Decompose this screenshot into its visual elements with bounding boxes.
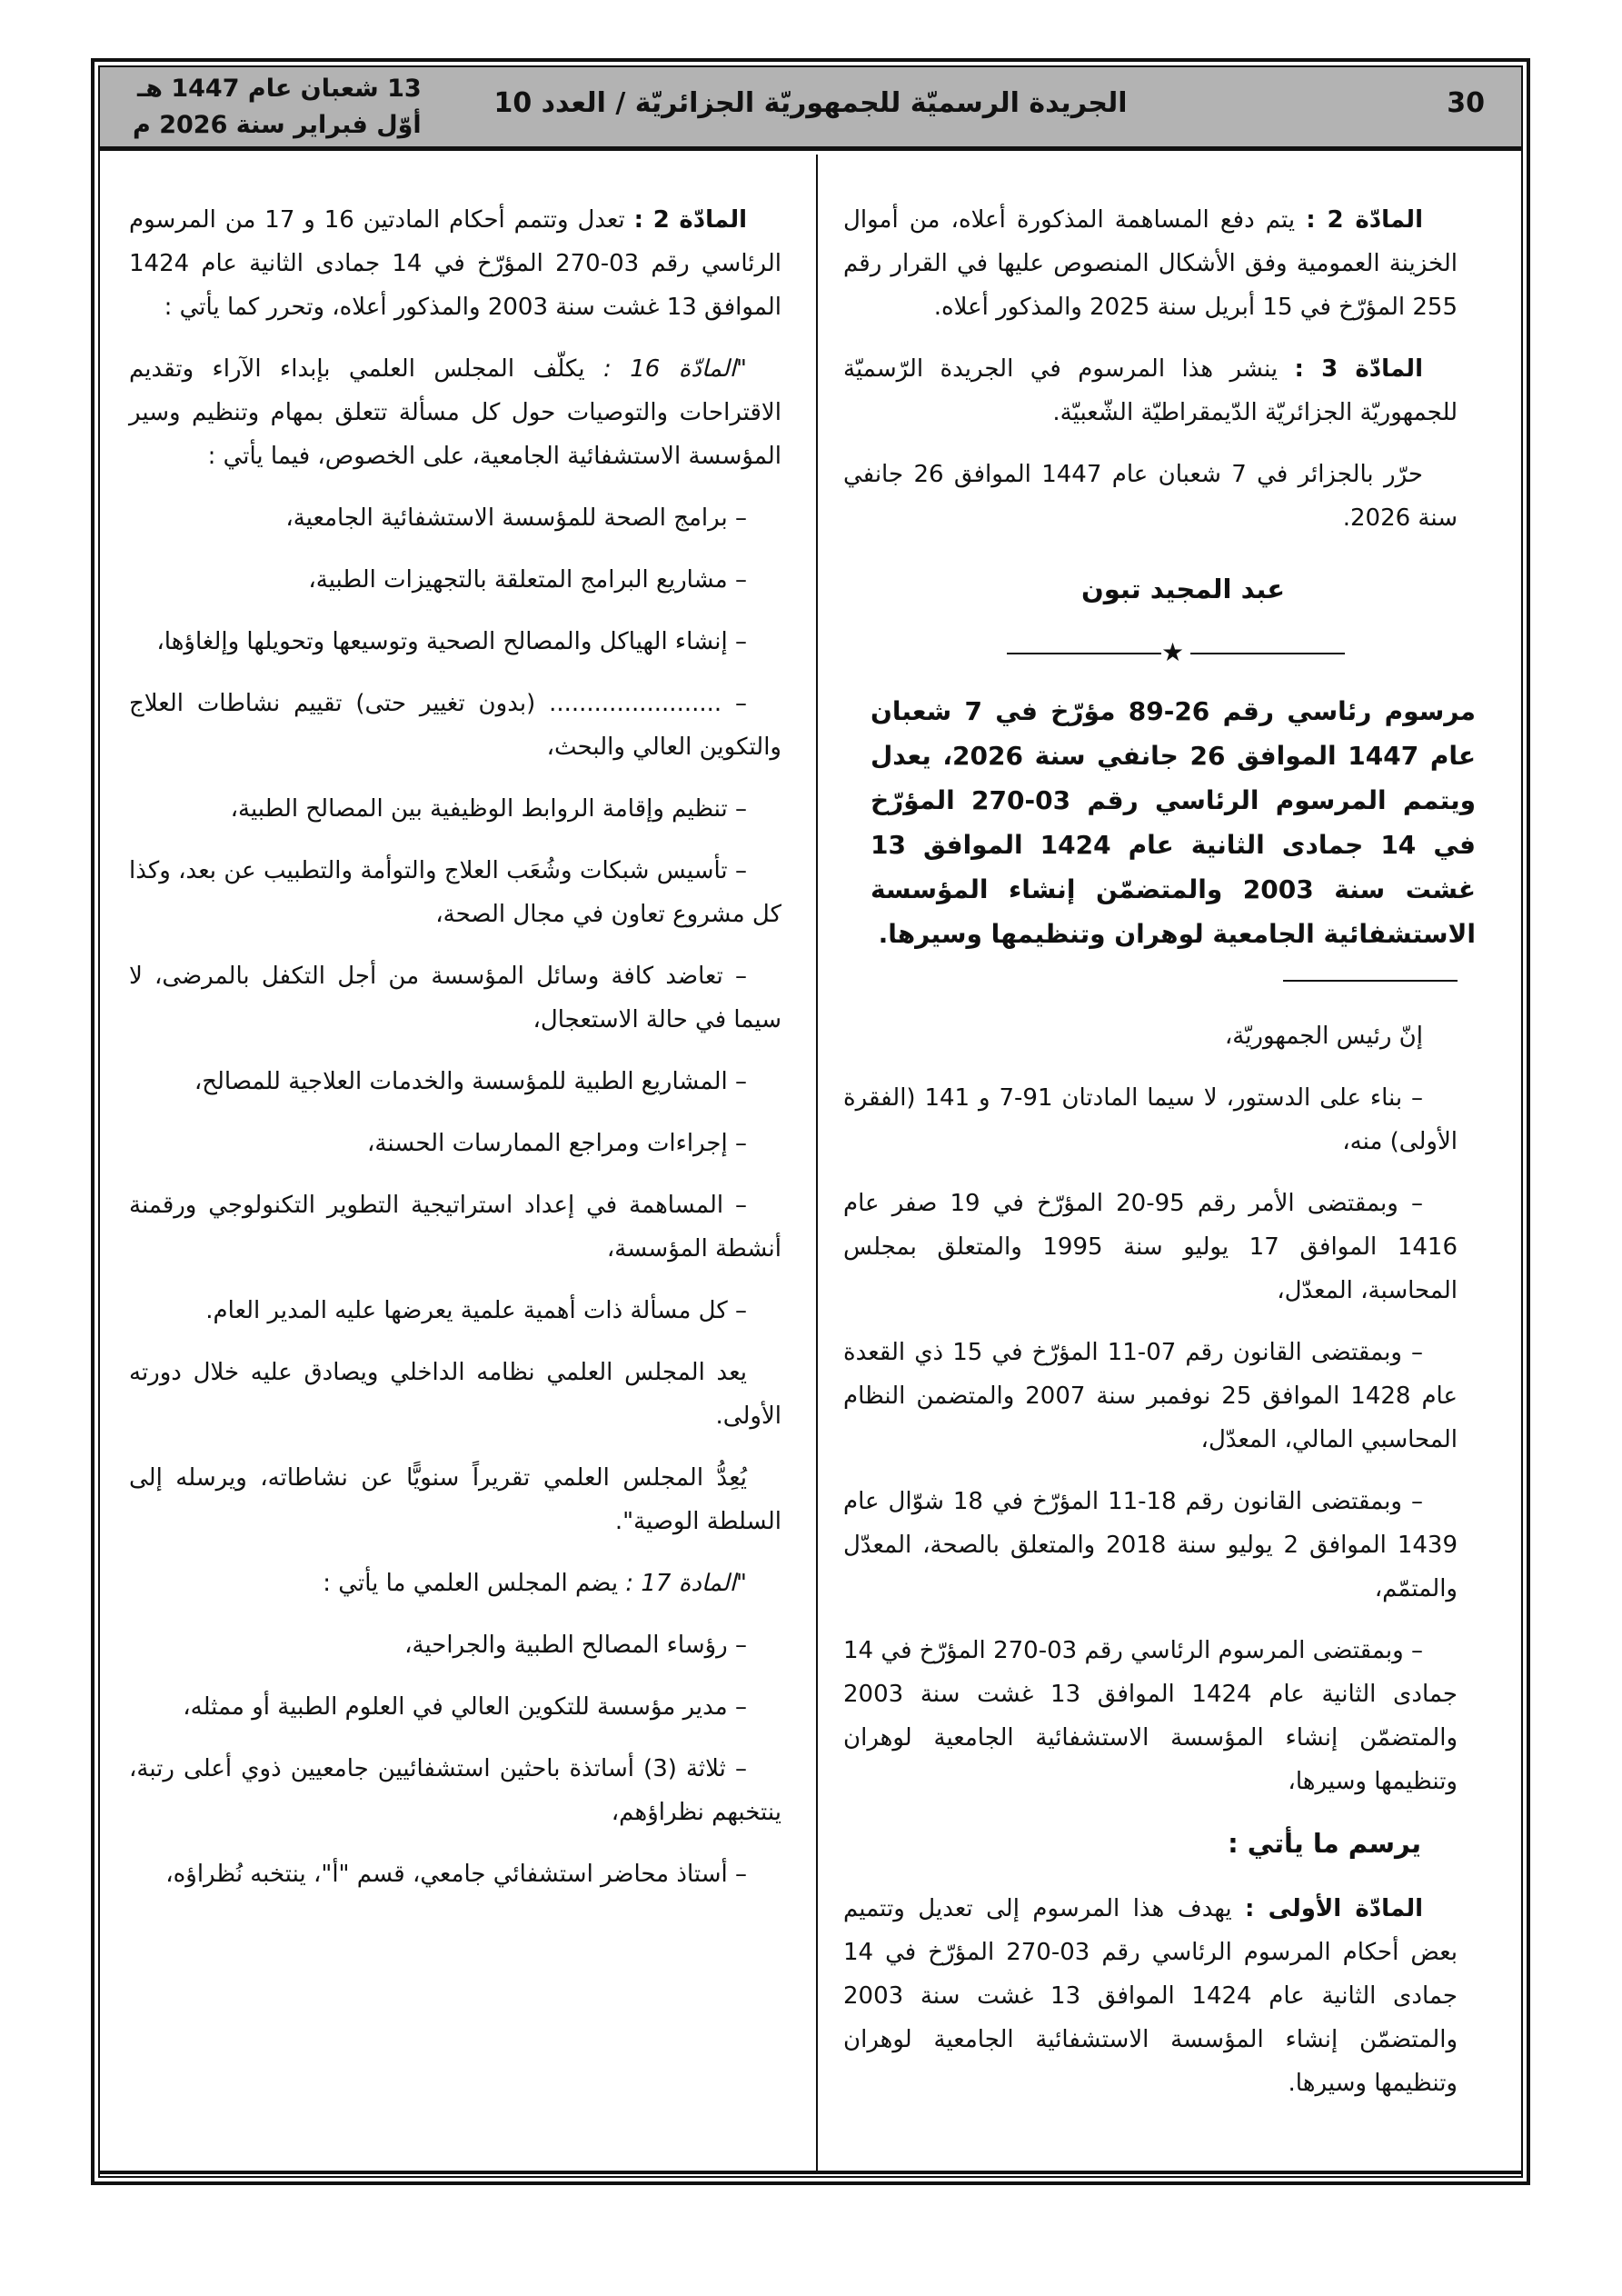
paragraph-text: يُعِدُّ المجلس العلمي تقريراً سنويًّا عن نشاطاته، ويرسله إلى السلطة الوصية".: [129, 1464, 781, 1535]
article-label: المادّة 2 :: [633, 206, 747, 234]
list-item: [129, 1623, 781, 1667]
article-label: المادّة الأولى :: [1245, 1895, 1423, 1922]
list-item: [129, 1852, 781, 1896]
paragraph-text: – مشاريع البرامج المتعلقة بالتجهيزات الطبية،: [308, 566, 747, 594]
list-item: [129, 1289, 781, 1333]
consideration-item: – وبمقتضى المرسوم الرئاسي رقم 03-270 المؤرّخ في 14 جمادى الثانية عام 1424 الموافق 13 غشت سنة 2003 والمتضمّن إنشاء المؤسسة الاستشفائية الجامعية لوهران وتنظيمها وسيرها،: [843, 1637, 1458, 1795]
list-item: [129, 1351, 781, 1438]
article-paragraph: [129, 1562, 781, 1605]
signature-name: عبد المجيد تبون: [1080, 574, 1285, 604]
signed-at-paragraph: حرّر بالجزائر في 7 شعبان عام 1447 الموافق 26 جانفي سنة 2026.: [843, 461, 1458, 532]
article-2-paragraph: [843, 198, 1458, 329]
article-paragraph: [129, 198, 781, 329]
paragraph-text: – مدير مؤسسة للتكوين العالي في العلوم الطبية أو ممثله،: [183, 1693, 747, 1721]
consideration-item: – بناء على الدستور، لا سيما المادتان 91-7 و 141 (الفقرة الأولى) منه،: [843, 1084, 1458, 1155]
article-3-paragraph: [843, 347, 1458, 434]
paragraph-text: تعدل وتتمم أحكام المادتين 16 و 17 من المرسوم الرئاسي رقم 03-270 المؤرّخ في 14 جمادى الثانية عام 1424 الموافق 13 غشت سنة 2003 والمذكور أعلاه، وتحرر كما يأتي :: [129, 206, 781, 321]
article-text: ينشر هذا المرسوم في الجريدة الرّسميّة للجمهوريّة الجزائريّة الدّيمقراطيّة الشّعبيّة.: [843, 355, 1458, 426]
article-text: يهدف هذا المرسوم إلى تعديل وتتميم بعض أحكام المرسوم الرئاسي رقم 03-270 المؤرّخ في 14 جمادى الثانية عام 1424 الموافق 13 غشت سنة 2003 والمتضمّن إنشاء المؤسسة الاستشفائية الجامعية لوهران وتنظيمها وسيرها.: [843, 1895, 1458, 2097]
list-item: [129, 496, 781, 540]
column-divider: [816, 155, 818, 2172]
list-item: [129, 1456, 781, 1543]
divider-line: [1007, 653, 1161, 654]
paragraph-text: – تأسيس شبكات وشُعَب العلاج والتوأمة والتطبيب عن بعد، وكذا كل مشروع تعاون في مجال الصحة،: [129, 857, 781, 928]
decrees-heading: يرسم ما يأتي :: [1228, 1828, 1421, 1859]
paragraph-text: – تنظيم وإقامة الروابط الوظيفية بين المصالح الطبية،: [230, 795, 747, 823]
right-column: [843, 198, 1477, 2123]
paragraph-text: – كل مسألة ذات أهمية علمية يعرضها عليه المدير العام.: [205, 1297, 747, 1324]
paragraph-text: يعد المجلس العلمي نظامه الداخلي ويصادق عليه خلال دورته الأولى.: [129, 1359, 781, 1430]
paragraph-text: – برامج الصحة للمؤسسة الاستشفائية الجامعية،: [285, 504, 747, 532]
article-label: المادّة 2 :: [1306, 206, 1423, 234]
article-label: "المادّة 16 :: [603, 355, 747, 383]
short-divider: [1283, 980, 1458, 982]
paragraph-text: – المشاريع الطبية للمؤسسة والخدمات العلاجية للمصالح،: [194, 1068, 747, 1095]
paragraph-text: – ثلاثة (3) أساتذة باحثين استشفائيين جامعيين ذوي أعلى رتبة، ينتخبهم نظراؤهم،: [129, 1755, 781, 1826]
article-label: "المادة 17 :: [625, 1570, 747, 1597]
consideration-item: – وبمقتضى القانون رقم 18-11 المؤرّخ في 18 شوّال عام 1439 الموافق 2 يوليو سنة 2018 والمتعلق بالصحة، المعدّل والمتمّم،: [843, 1488, 1458, 1602]
article-label: المادّة 3 :: [1294, 355, 1423, 383]
divider-line: [1190, 653, 1345, 654]
gazette-title: الجريدة الرسميّة للجمهوريّة الجزائريّة / العدد 10: [493, 87, 1128, 119]
paragraph-text: يضم المجلس العلمي ما يأتي :: [323, 1570, 626, 1597]
star-divider: [843, 634, 1458, 671]
star-icon: ★: [1161, 637, 1185, 667]
list-item: [129, 849, 781, 936]
list-item: [129, 1060, 781, 1103]
issue-date: [133, 71, 422, 144]
paragraph-text: – تعاضد كافة وسائل المؤسسة من أجل التكفل بالمرضى، لا سيما في حالة الاستعجال،: [129, 963, 781, 1033]
list-item: [129, 1122, 781, 1165]
date-hijri: 13 شعبان عام 1447 هـ: [137, 75, 422, 103]
list-item: [129, 1685, 781, 1729]
list-item: [129, 954, 781, 1042]
considerations-list: [843, 1076, 1458, 1803]
list-item: [129, 1747, 781, 1834]
paragraph-text: يكلّف المجلس العلمي بإبداء الآراء وتقديم الاقتراحات والتوصيات حول كل مسألة تتعلق بمهام وتنظيم وسير المؤسسة الاستشفائية الجامعية، على الخصوص، فيما يأتي :: [129, 355, 781, 470]
paragraph-text: – إجراءات ومراجع الممارسات الحسنة،: [367, 1130, 747, 1157]
bottom-rule: [100, 2171, 1521, 2174]
paragraph-text: – إنشاء الهياكل والمصالح الصحية وتوسيعها وتحويلها وإلغاؤها،: [156, 628, 747, 655]
list-item: [129, 787, 781, 831]
page-number: 30: [1447, 87, 1485, 119]
article-text: يتم دفع المساهمة المذكورة أعلاه، من أموال الخزينة العمومية وفق الأشكال المنصوص عليها في القرار رقم 255 المؤرّخ في 15 أبريل سنة 2025 والمذكور أعلاه.: [843, 206, 1458, 321]
decree-title: مرسوم رئاسي رقم 26-89 مؤرّخ في 7 شعبان عام 1447 الموافق 26 جانفي سنة 2026، يعدل ويتمم المرسوم الرئاسي رقم 03-270 المؤرّخ في 14 جمادى الثانية عام 1424 الموافق 13 غشت سنة 2003 والمتضمّن إنشاء المؤسسة الاستشفائية الجامعية لوهران وتنظيمها وسيرها.: [871, 696, 1477, 949]
paragraph-text: – ....................... (بدون تغيير حتى) تقييم نشاطات العلاج والتكوين العالي والبحث،: [129, 690, 781, 761]
list-item: [129, 1183, 781, 1271]
paragraph-text: – أستاذ محاضر استشفائي جامعي، قسم "أ"، ينتخبه نُظراؤه،: [165, 1861, 747, 1888]
paragraph-text: – المساهمة في إعداد استراتيجية التطوير التكنولوجي ورقمنة أنشطة المؤسسة،: [129, 1192, 781, 1263]
article-1-paragraph: [843, 1887, 1458, 2105]
list-item: [129, 620, 781, 664]
paragraph-text: – رؤساء المصالح الطبية والجراحية،: [404, 1632, 747, 1659]
list-item: [129, 682, 781, 769]
left-column: [129, 198, 781, 1914]
date-gregorian: أوّل فبراير سنة 2026 م: [133, 111, 422, 139]
intro-paragraph: إنّ رئيس الجمهوريّة،: [1224, 1023, 1423, 1050]
gazette-header: [100, 67, 1521, 151]
article-paragraph: [129, 347, 781, 478]
consideration-item: – وبمقتضى الأمر رقم 95-20 المؤرّخ في 19 صفر عام 1416 الموافق 17 يوليو سنة 1995 والمتعلق بمجلس المحاسبة، المعدّل،: [843, 1190, 1458, 1304]
consideration-item: – وبمقتضى القانون رقم 07-11 المؤرّخ في 15 ذي القعدة عام 1428 الموافق 25 نوفمبر سنة 2007 والمتضمن النظام المحاسبي المالي، المعدّل،: [843, 1339, 1458, 1453]
list-item: [129, 558, 781, 602]
